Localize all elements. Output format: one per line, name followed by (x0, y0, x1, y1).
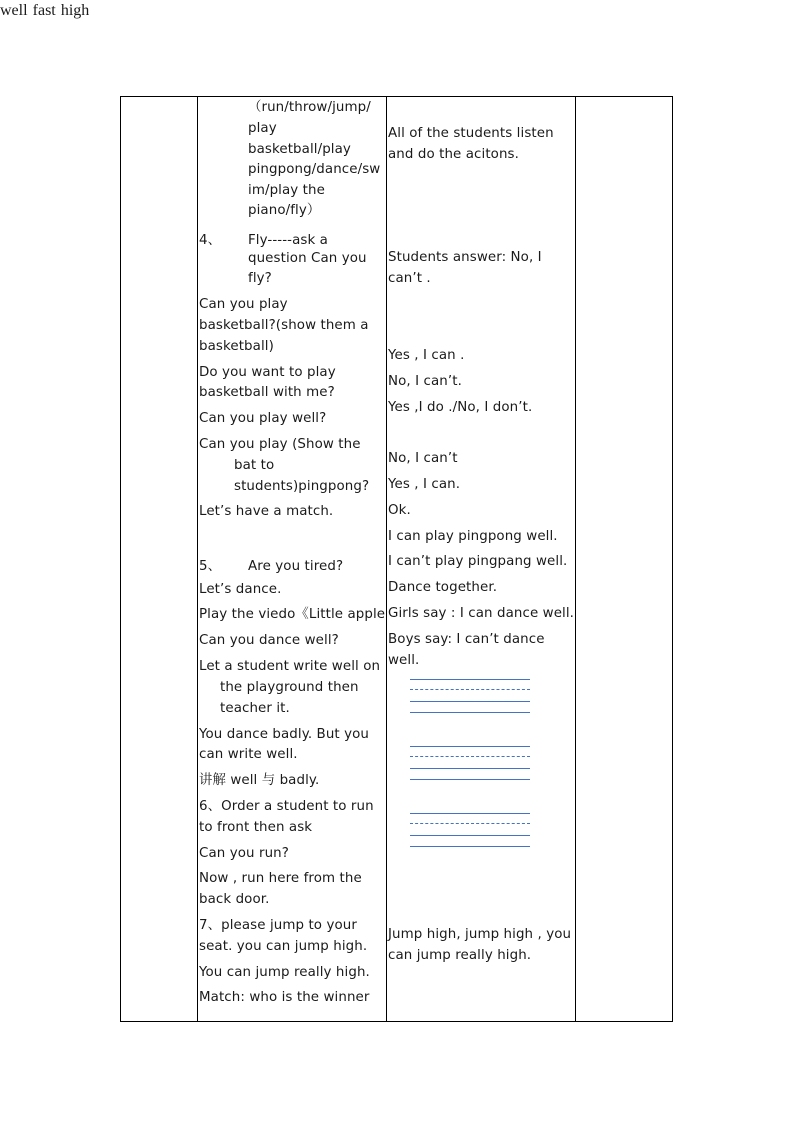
student-answer: I can play pingpong well. (388, 529, 558, 544)
column-divider (575, 97, 576, 1021)
student-activity: and do the acitons. (388, 147, 519, 162)
teacher-instruction: back door. (199, 892, 270, 907)
teacher-question: Can you run? (199, 846, 289, 861)
practice-word: high (60, 2, 90, 19)
teacher-instruction: Let’s dance. (199, 582, 282, 597)
practice-word: fast (32, 2, 56, 19)
teacher-instruction: teacher it. (220, 701, 290, 716)
teacher-question: basketball?(show them a (199, 318, 369, 333)
teacher-instruction: the playground then (220, 680, 359, 695)
student-answer: Yes ,I do ./No, I don’t. (388, 400, 533, 415)
student-activity: Dance together. (388, 580, 498, 595)
teacher-question: basketball with me? (199, 385, 335, 400)
student-answer: I can’t play pingpang well. (388, 554, 568, 569)
student-answer: well. (388, 653, 420, 668)
practice-word: well (0, 2, 28, 19)
teacher-instruction: You dance badly. But you (199, 727, 370, 742)
student-answer: Students answer: No, I (388, 250, 542, 265)
teacher-instruction: 讲解 well 与 badly. (199, 773, 320, 788)
teacher-question: students)pingpong? (234, 479, 370, 494)
teacher-instruction: You can jump really high. (199, 965, 370, 980)
student-answer: Yes , I can. (388, 477, 461, 492)
teacher-instruction: Match: who is the winner (199, 990, 370, 1005)
teacher-question: Can you play well? (199, 411, 327, 426)
step-number: 5、 (199, 559, 222, 574)
teacher-question: basketball) (199, 339, 274, 354)
student-answer: Yes , I can . (388, 348, 465, 363)
step-text: Are you tired? (248, 559, 344, 574)
teacher-question: bat to (234, 458, 275, 473)
step-text: 6、Order a student to run (199, 799, 374, 814)
column-divider (386, 97, 387, 1021)
student-answer: No, I can’t (388, 451, 458, 466)
student-answer: Girls say : I can dance well. (388, 606, 575, 621)
student-answer: No, I can’t. (388, 374, 462, 389)
teacher-question: Do you want to play (199, 365, 336, 380)
teacher-instruction: Now , run here from the (199, 871, 362, 886)
step-text: seat. you can jump high. (199, 939, 368, 954)
activity-list-line: （run/throw/jump/ (248, 100, 371, 115)
activity-list-line: pingpong/dance/sw (248, 162, 381, 177)
activity-list-line: im/play the (248, 183, 325, 198)
student-answer: Boys say: I can’t dance (388, 632, 545, 647)
step-text: 7、please jump to your (199, 918, 357, 933)
column-divider (197, 97, 198, 1021)
step-text: to front then ask (199, 820, 313, 835)
activity-list-line: play (248, 121, 277, 136)
teacher-instruction: Let a student write well on (199, 659, 381, 674)
activity-list-line: basketball/play (248, 142, 351, 157)
teacher-question: Can you play (199, 297, 288, 312)
step-text: Fly-----ask a (248, 233, 328, 248)
teacher-question: Can you dance well? (199, 633, 339, 648)
teacher-instruction: Play the viedo《Little apple (199, 607, 386, 622)
student-answer: can’t . (388, 271, 431, 286)
step-number: 4、 (199, 233, 222, 248)
step-text: fly? (248, 271, 272, 286)
student-activity: All of the students listen (388, 126, 554, 141)
teacher-question: Can you play (Show the (199, 437, 361, 452)
step-text: question Can you (248, 251, 367, 266)
teacher-instruction: Let’s have a match. (199, 504, 334, 519)
student-activity: Jump high, jump high , you (388, 927, 572, 942)
activity-list-line: piano/fly） (248, 203, 321, 218)
student-activity: can jump really high. (388, 948, 532, 963)
teacher-instruction: can write well. (199, 747, 298, 762)
student-answer: Ok. (388, 503, 411, 518)
